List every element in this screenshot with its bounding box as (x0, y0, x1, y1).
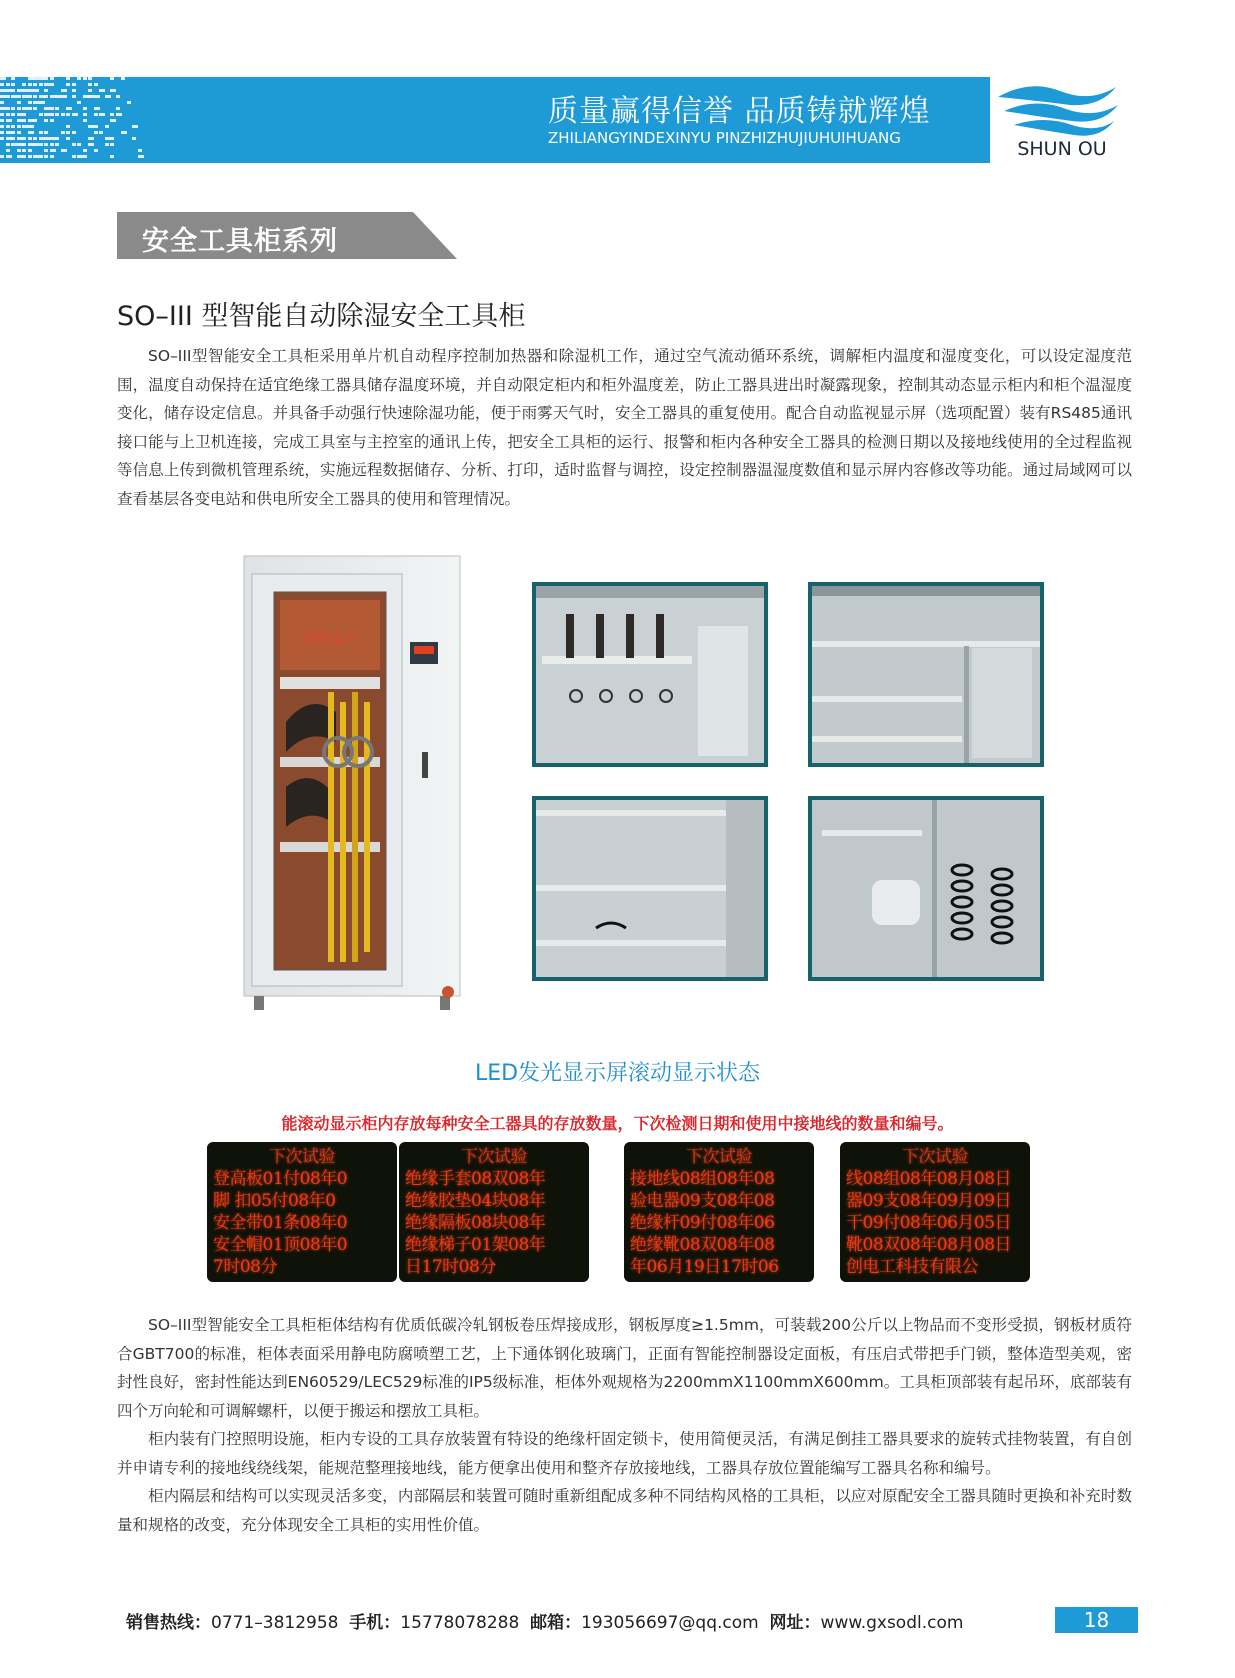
banner-dot (6, 83, 10, 86)
led-line: 接地线08组08年08 (630, 1169, 775, 1189)
email-label: 邮箱： (530, 1613, 582, 1633)
banner-dot (110, 155, 114, 158)
banner-dot (72, 83, 76, 86)
banner-dot (11, 89, 15, 92)
footer-contact (126, 1608, 963, 1633)
banner-dot (121, 77, 125, 80)
banner-dot (66, 77, 70, 80)
banner-dot (33, 89, 39, 92)
banner-dot (116, 107, 120, 110)
led-line: 干09付08年06月05日 (846, 1213, 1012, 1233)
banner-dot (17, 149, 21, 152)
interior-photo-coil-holder (808, 796, 1044, 981)
banner-dot (39, 155, 43, 158)
cabinet-brand-label: 顺欧电力 (303, 632, 356, 647)
banner-dot (94, 149, 98, 152)
banner-dot (6, 113, 10, 116)
banner-dot (116, 95, 120, 98)
banner-dot (17, 125, 21, 128)
banner-dot (6, 149, 10, 152)
email-address[interactable]: 193056697@qq.com (581, 1613, 759, 1633)
banner-dot (0, 131, 4, 134)
banner-dot (22, 119, 26, 122)
banner-dot (94, 95, 100, 98)
banner-dot (110, 89, 116, 92)
banner-dot (88, 83, 92, 86)
banner-dot (116, 113, 122, 116)
banner-dot (50, 83, 54, 86)
banner-dot (55, 107, 59, 110)
banner-dot (88, 137, 94, 140)
banner-dot (50, 113, 54, 116)
banner-dot (39, 143, 43, 146)
banner-dot (44, 119, 48, 122)
banner-dot (11, 113, 15, 116)
banner-dot (94, 107, 100, 110)
banner-dot (0, 101, 4, 104)
led-line: 年06月19日17时06 (630, 1257, 779, 1277)
banner-dot (11, 137, 15, 140)
website-label: 网址： (769, 1613, 821, 1633)
banner-dot (105, 143, 109, 146)
led-line: 绝缘靴08双08年08 (630, 1235, 775, 1255)
banner-dot (0, 83, 4, 86)
cabinet-photo (240, 552, 465, 1022)
banner-dot (0, 77, 6, 80)
slogan-pinyin: ZHILIANGYINDEXINYU PINZHIZHUJIUHUIHUANG (548, 129, 901, 147)
banner-dot (28, 83, 32, 86)
slogan-chinese: 质量赢得信誉 品质铸就辉煌 (548, 94, 931, 129)
banner-dot (110, 113, 114, 116)
led-line: 靴08双08年08月08日 (846, 1235, 1012, 1255)
banner-dot (11, 107, 15, 110)
banner-dot (55, 143, 59, 146)
banner-dot (0, 125, 4, 128)
banner-dot (83, 107, 87, 110)
website-link[interactable]: www.gxsodl.com (820, 1613, 964, 1633)
led-section-description: 能滚动显示柜内存放每种安全工器具的存放数量，下次检测日期和使用中接地线的数量和编号。 (281, 1114, 954, 1133)
banner-dot (33, 119, 37, 122)
led-line: 绝缘手套08双08年 (405, 1169, 546, 1189)
interior-photo-shelves (808, 582, 1044, 767)
banner-dot (94, 113, 98, 116)
banner-dot (44, 95, 48, 98)
hotline-label: 销售热线： (126, 1613, 211, 1633)
led-line: 验电器09支08年08 (630, 1191, 775, 1211)
led-line: 创电工科技有限公 (846, 1257, 978, 1277)
banner-dot (39, 113, 43, 116)
banner-dot (39, 83, 43, 86)
banner-dot (77, 143, 81, 146)
banner-dot (50, 119, 54, 122)
banner-dot (72, 155, 76, 158)
banner-dot (83, 77, 87, 80)
banner-dot (105, 125, 109, 128)
banner-dot (99, 131, 103, 134)
led-line: 绝缘胶垫04块08年 (405, 1191, 546, 1211)
banner-dot (22, 143, 26, 146)
banner-dot (99, 89, 105, 92)
banner-dot (17, 95, 21, 98)
banner-dot (11, 125, 15, 128)
body-text (117, 1311, 1132, 1539)
led-section-title: LED发光显示屏滚动显示状态 (474, 1061, 761, 1086)
banner-dot (50, 149, 56, 152)
page-number: 18 (1055, 1607, 1138, 1633)
banner-dot (50, 77, 54, 80)
banner-dot-pattern (0, 77, 160, 163)
banner-dot (110, 77, 114, 80)
mobile-number: 15778078288 (400, 1613, 520, 1633)
led-line: 7时08分 (213, 1257, 277, 1277)
banner-dot (121, 131, 127, 134)
banner-dot (0, 119, 4, 122)
banner-dot (33, 83, 37, 86)
banner-dot (72, 95, 76, 98)
led-panel-4 (840, 1142, 1030, 1282)
mobile-label: 手机： (349, 1613, 401, 1633)
banner-dot (50, 155, 54, 158)
led-line: 安全带01条08年0 (213, 1213, 348, 1233)
banner-dot (6, 143, 10, 146)
banner-dot (61, 89, 67, 92)
product-title: SO–III 型智能自动除湿安全工具柜 (117, 301, 526, 332)
body-paragraph-flexibility: 柜内隔层和结构可以实现灵活多变，内部隔层和装置可随时重新组配成多种不同结构风格的工具柜，以应对原配安全工器具随时更换和补充时数量和规格的改变，充分体现安全工具柜的实用性价值。 (117, 1487, 1132, 1534)
body-paragraph-interior: 柜内装有门控照明设施，柜内专设的工具存放装置有特设的绝缘杆固定锁卡，使用简便灵活，有满足倒挂工器具要求的旋转式挂物装置，有自创并申请专利的接地线绕线架，能规范整理接地线，能方便拿出使用和整齐存放接地线，工器具存放位置能编写工器具名称和编号。 (117, 1430, 1132, 1477)
banner-dot (55, 137, 59, 140)
banner-dot (28, 155, 32, 158)
banner-dot (61, 95, 67, 98)
banner-dot (127, 101, 131, 104)
banner-dot (17, 107, 21, 110)
led-line: 安全帽01顶08年0 (213, 1235, 348, 1255)
banner-dot (11, 77, 15, 80)
banner-dot (22, 155, 26, 158)
led-panel-2 (399, 1142, 589, 1282)
banner-dot (66, 113, 70, 116)
banner-dot (44, 155, 48, 158)
banner-dot (94, 131, 98, 134)
banner-dot (22, 137, 26, 140)
banner-dot (83, 155, 87, 158)
banner-dot (83, 119, 87, 122)
banner-dot (77, 77, 81, 80)
banner-dot (72, 113, 78, 116)
led-panel-1 (207, 1142, 397, 1282)
banner-dot (138, 155, 144, 158)
banner-dot (66, 137, 70, 140)
banner-dot (88, 143, 94, 146)
banner-dot (99, 113, 105, 116)
banner-dot (94, 125, 98, 128)
banner-dot (66, 125, 70, 128)
banner-dot (17, 131, 21, 134)
banner-dot (28, 125, 34, 128)
banner-dot (22, 83, 26, 86)
banner-dot (94, 83, 98, 86)
banner-dot (0, 113, 4, 116)
banner-dot (33, 107, 37, 110)
banner-dot (50, 107, 54, 110)
banner-dot (105, 95, 111, 98)
banner-dot (110, 119, 116, 122)
banner-dot (55, 113, 59, 116)
banner-dot (83, 149, 87, 152)
banner-dot (17, 101, 21, 104)
banner-dot (72, 89, 76, 92)
banner-dot (0, 137, 4, 140)
banner-dot (6, 107, 10, 110)
logo-text: SHUN OU (1017, 138, 1107, 160)
banner-dot (33, 95, 37, 98)
banner-dot (6, 155, 12, 158)
banner-dot (61, 113, 65, 116)
banner-dot (66, 131, 70, 134)
banner-dot (61, 131, 65, 134)
led-line: 下次试验 (269, 1147, 335, 1167)
led-line: 下次试验 (902, 1147, 968, 1167)
banner-dot (22, 113, 26, 116)
banner-dot (44, 77, 48, 80)
banner-dot (0, 155, 4, 158)
banner-dot (44, 143, 48, 146)
banner-dot (28, 107, 32, 110)
banner-dot (132, 137, 136, 140)
banner-dot (110, 143, 114, 146)
banner-dot (88, 89, 92, 92)
banner-dot (6, 119, 12, 122)
banner-dot (44, 89, 48, 92)
banner-dot (66, 107, 72, 110)
banner-dot (66, 83, 70, 86)
banner-dot (11, 83, 15, 86)
banner-dot (6, 125, 10, 128)
banner-dot (28, 95, 32, 98)
led-line: 下次试验 (461, 1147, 527, 1167)
banner-dot (33, 137, 37, 140)
banner-dot (28, 137, 32, 140)
banner-dot (61, 149, 67, 152)
banner-dot (83, 113, 87, 116)
banner-dot (6, 95, 10, 98)
led-line: 线08组08年08月08日 (846, 1169, 1012, 1189)
led-line: 绝缘梯子01架08年 (405, 1235, 546, 1255)
banner-dot (44, 149, 48, 152)
led-line: 下次试验 (686, 1147, 752, 1167)
banner-dot (77, 101, 81, 104)
banner-dot (39, 101, 45, 104)
banner-dot (132, 125, 138, 128)
intro-paragraph: SO–III型智能安全工具柜采用单片机自动程序控制加热器和除湿机工作，通过空气流动循环系统，调解柜内温度和湿度变化，可以设定湿度范围，温度自动保持在适宜绝缘工器具储存温度环境，并自动限定柜内和柜外温度差，防止工器具进出时凝露现象，控制其动态显示柜内和柜个温湿度变化，储存设定信息。并具备手动强行快速除湿功能，便于雨雾天气时，安全工器具的重复使用。配合自动监视显示屏（选项配置）装有RS485通讯接口能与上卫机连接，完成工具室与主控室的通讯上传，把安全工具柜的运行、报警和柜内各种安全工器具的检测日期以及接地线使用的全过程监视等信息上传到微机管理系统，实施远程数据储存、分析、打印，适时监督与调控，设定控制器温湿度数值和显示屏内容修改等功能。通过局域网可以查看基层各变电站和供电所安全工器具的使用和管理情况。 (117, 347, 1132, 508)
banner-dot (11, 131, 15, 134)
led-panel-3 (624, 1142, 814, 1282)
led-line: 日17时08分 (405, 1257, 496, 1277)
banner-dot (88, 77, 92, 80)
banner-dot (72, 131, 76, 134)
led-line: 绝缘隔板08块08年 (405, 1213, 546, 1233)
led-line: 器09支08年09月09日 (846, 1191, 1012, 1211)
led-line: 脚 扣05付08年0 (213, 1191, 336, 1211)
interior-photo-compartment (532, 796, 768, 981)
banner-dot (28, 131, 34, 134)
banner-dot (72, 143, 76, 146)
banner-dot (28, 101, 32, 104)
banner-dot (28, 149, 32, 152)
body-paragraph-structure: SO–III型智能安全工具柜柜体结构有优质低碳冷轧钢板卷压焊接成形，钢板厚度≥1.5mm，可装载200公斤以上物品而不变形受损，钢板材质符合GBT700的标准，柜体表面采用静电防腐喷塑工艺，上下通体钢化玻璃门，正面有智能控制器设定面板，有压启式带把手门锁，整体造型美观，密封性良好，密封性能达到EN60529/LEC529标准的IP5级标准，柜体外观规格为2200mmX1100mmX600mm。工具柜顶部装有起吊环，底部装有四个万向轮和可调解螺杆，以便于搬运和摆放工具柜。 (117, 1316, 1132, 1420)
banner-dot (39, 131, 43, 134)
banner-dot (110, 137, 114, 140)
interior-photo-rack (532, 582, 768, 767)
led-line: 绝缘杆09付08年06 (630, 1213, 775, 1233)
banner-dot (22, 149, 26, 152)
hotline-number: 0771–3812958 (211, 1613, 339, 1633)
banner-dot (44, 131, 48, 134)
section-label: 安全工具柜系列 (142, 226, 338, 257)
banner-dot (50, 143, 54, 146)
banner-dot (138, 149, 142, 152)
led-line: 登高板01付08年0 (213, 1169, 348, 1189)
